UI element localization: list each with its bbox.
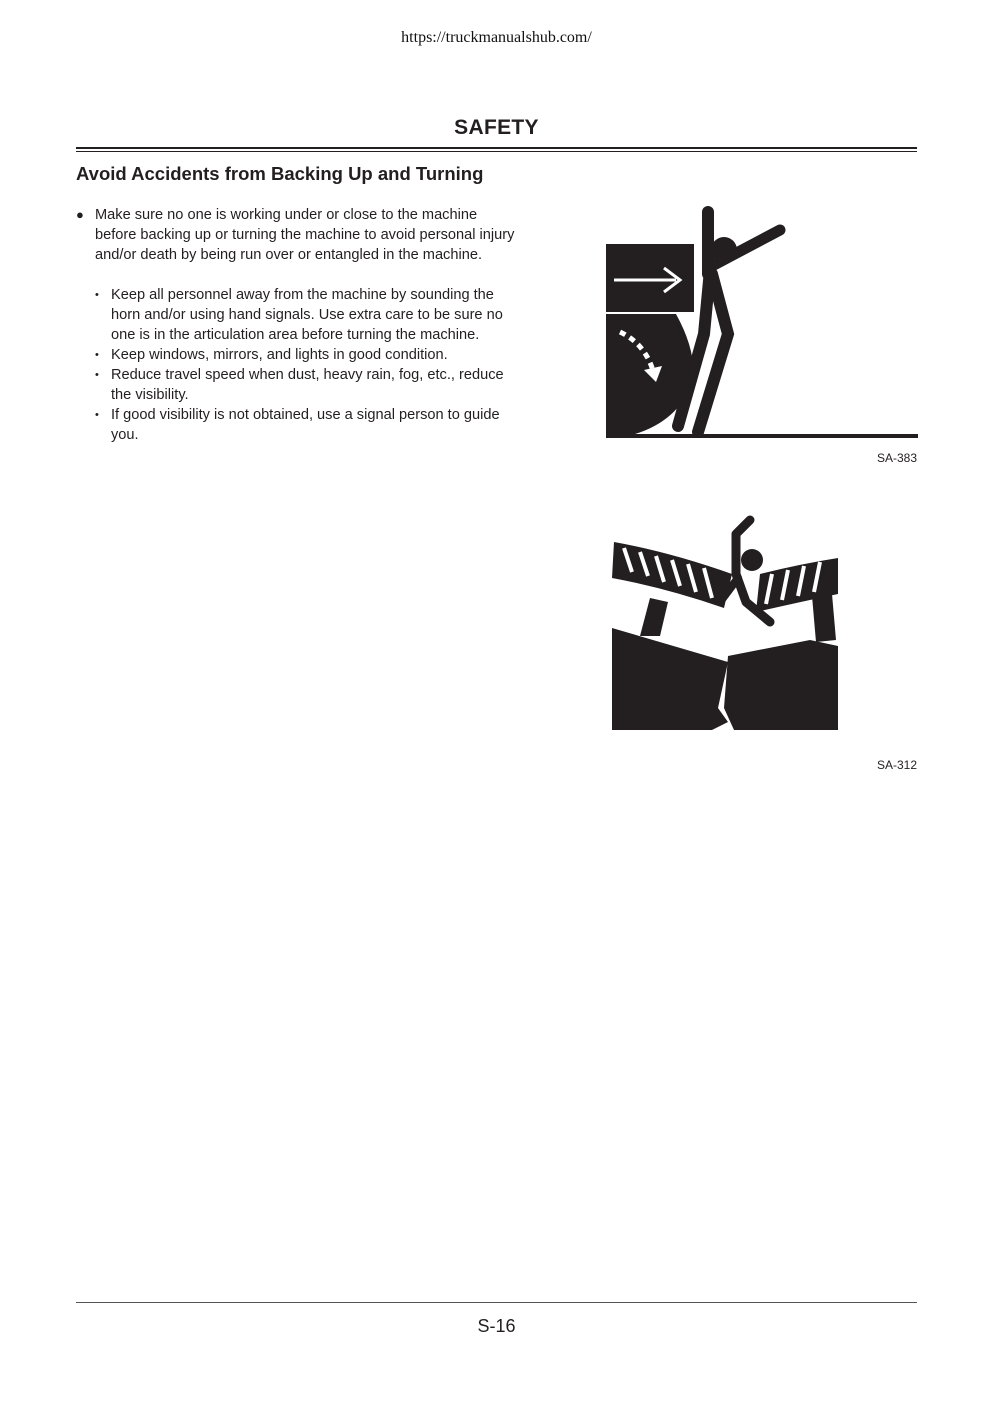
figure-label: SA-312: [876, 758, 917, 772]
main-bullet: [76, 205, 521, 265]
sub-bullet-dot-icon: •: [95, 369, 99, 381]
sub-bullet: [95, 405, 521, 445]
sub-bullet: [95, 345, 521, 365]
articulation-crush-hazard-icon: [610, 512, 840, 732]
bullet-dot-icon: ●: [76, 207, 84, 222]
sub-bullet-text: If good visibility is not obtained, use a signal person to guide you.: [111, 407, 500, 443]
main-bullet-text: Make sure no one is working under or close to the machine before backing up or turning the machine to avoid personal injury and/or death by being run over or entangled in the machine.: [95, 207, 515, 263]
section-title: SAFETY: [454, 116, 539, 139]
figure-label: SA-383: [876, 451, 917, 465]
backing-up-hazard-icon: [606, 204, 918, 440]
sub-bullet-text: Keep all personnel away from the machine by sounding the horn and/or using hand signals. Use extra care to be sure no one is in the articulation area before turning the machine.: [111, 287, 503, 343]
sub-bullet-dot-icon: •: [95, 409, 99, 421]
footer-rule: [76, 1302, 917, 1303]
sub-bullet: [95, 285, 521, 345]
title-rule-thick: [76, 147, 917, 149]
sub-bullet: [95, 365, 521, 405]
source-url: https://truckmanualshub.com/: [401, 29, 592, 46]
sub-bullet-dot-icon: •: [95, 289, 99, 301]
instructions: [76, 205, 521, 445]
title-rule-thin: [76, 151, 917, 152]
sub-bullet-list: [76, 285, 521, 445]
page-heading: Avoid Accidents from Backing Up and Turning: [76, 163, 484, 184]
sub-bullet-text: Keep windows, mirrors, and lights in good condition.: [111, 347, 448, 363]
sub-bullet-dot-icon: •: [95, 349, 99, 361]
sub-bullet-text: Reduce travel speed when dust, heavy rain, fog, etc., reduce the visibility.: [111, 367, 504, 403]
page-number: S-16: [477, 1316, 516, 1336]
